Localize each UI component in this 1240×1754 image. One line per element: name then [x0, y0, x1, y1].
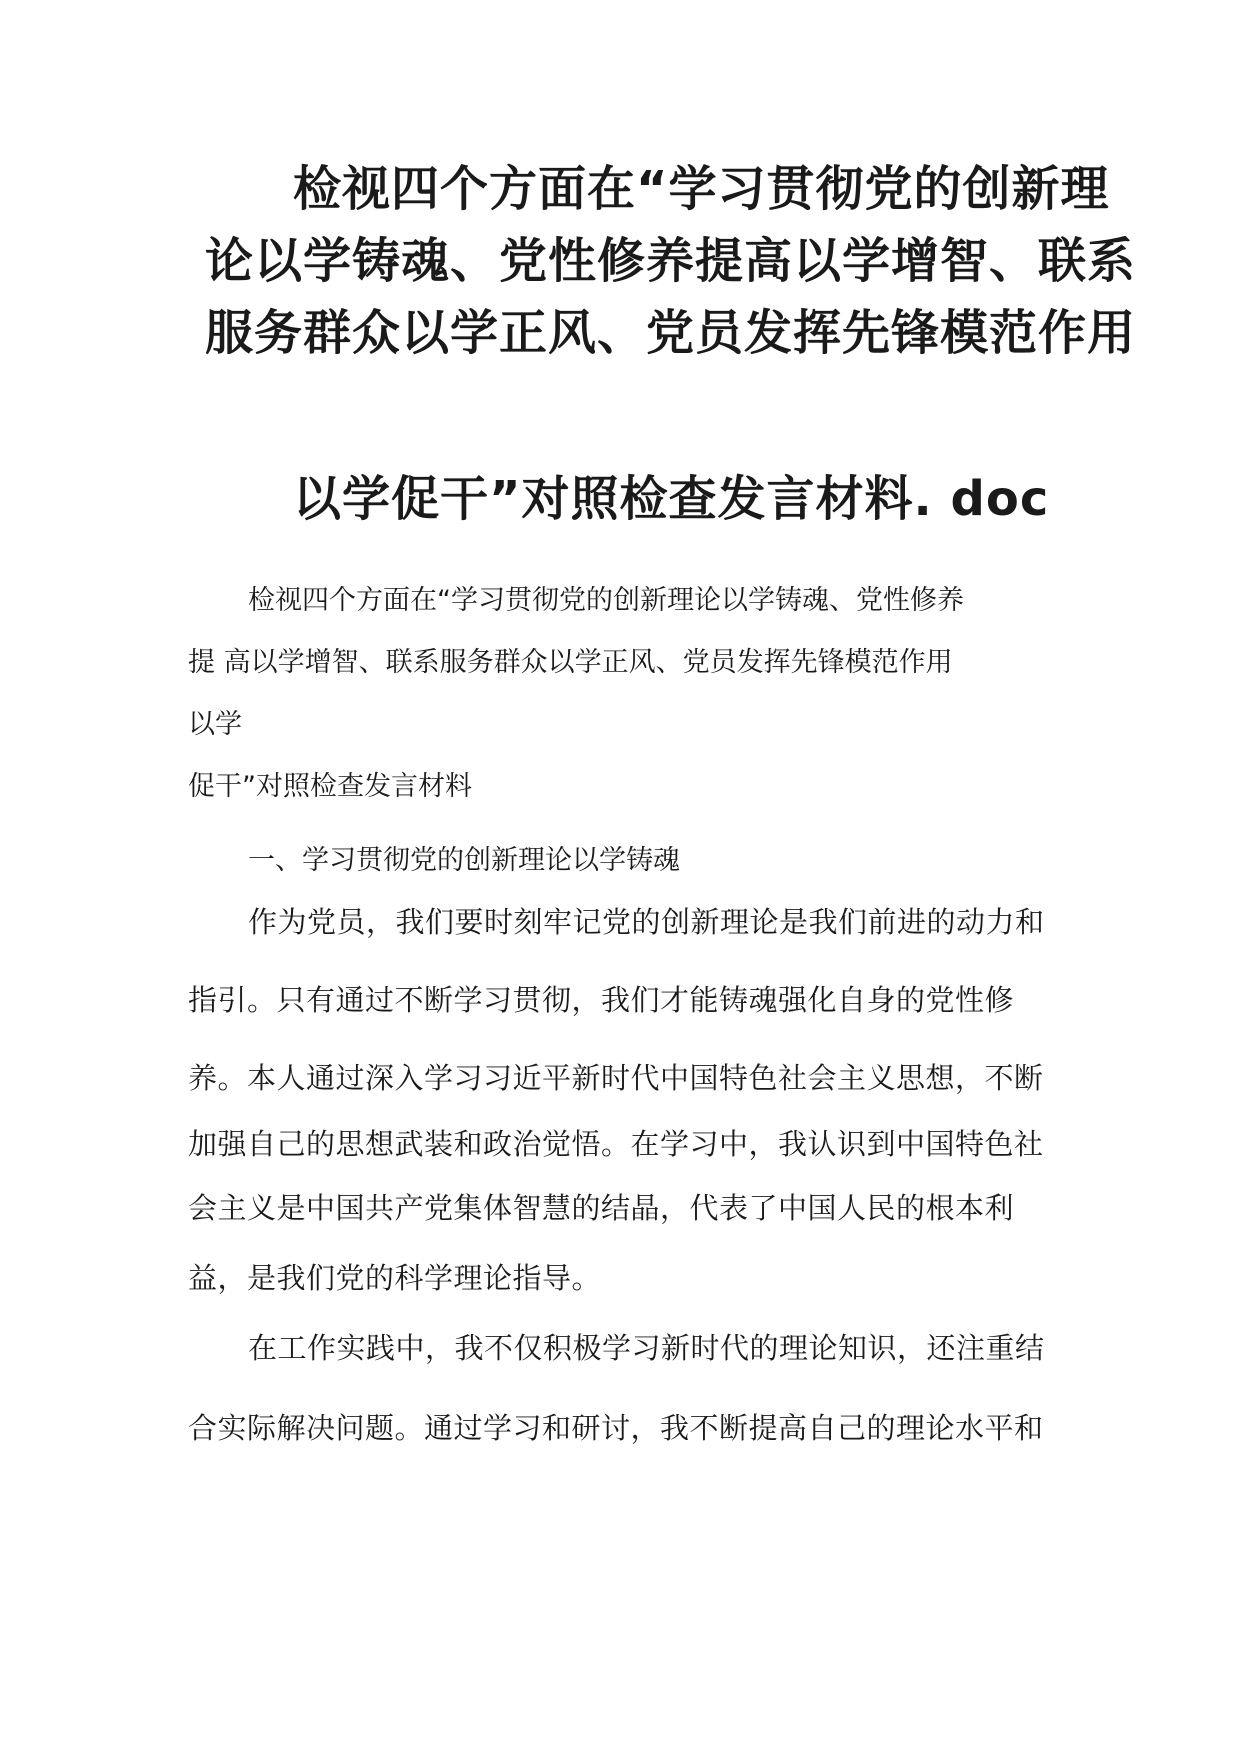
paragraph-1-line-4: 加强自己的思想武装和政治觉悟。在学习中，我认识到中国特色社 — [188, 1127, 1044, 1161]
paragraph-1-line-2: 指引。只有通过不断学习贯彻，我们才能铸魂强化自身的党性修 — [188, 983, 1015, 1017]
paragraph-1-line-1: 作为党员，我们要时刻牢记党的创新理论是我们前进的动力和 — [248, 905, 1045, 939]
subtitle-line-1: 检视四个方面在“学习贯彻党的创新理论以学铸魂、党性修养 — [248, 585, 964, 616]
paragraph-2-line-2: 合实际解决问题。通过学习和研讨，我不断提高自己的理论水平和 — [188, 1411, 1044, 1445]
document-title-line-4: 以学促干”对照检查发言材料. doc — [293, 471, 1050, 527]
paragraph-2-line-1: 在工作实践中，我不仅积极学习新时代的理论知识，还注重结 — [248, 1331, 1045, 1365]
subtitle-line-4: 促干”对照检查发言材料 — [188, 771, 472, 802]
paragraph-1-line-5: 会主义是中国共产党集体智慧的结晶，代表了中国人民的根本利 — [188, 1191, 1015, 1225]
subtitle-line-3: 以学 — [188, 709, 242, 740]
document-title-line-2: 论以学铸魂、党性修养提高以学增智、联系 — [205, 233, 1137, 289]
paragraph-1-line-3: 养。本人通过深入学习习近平新时代中国特色社会主义思想，不断 — [188, 1061, 1044, 1095]
paragraph-1-line-6: 益，是我们党的科学理论指导。 — [188, 1261, 602, 1295]
document-title-line-3: 服务群众以学正风、党员发挥先锋模范作用 — [205, 305, 1137, 361]
document-title-line-1: 检视四个方面在“学习贯彻党的创新理 — [293, 161, 1110, 217]
section-heading: 一、学习贯彻党的创新理论以学铸魂 — [248, 845, 680, 876]
subtitle-line-2: 提 高以学增智、联系服务群众以学正风、党员发挥先锋模范作用 — [188, 647, 953, 678]
